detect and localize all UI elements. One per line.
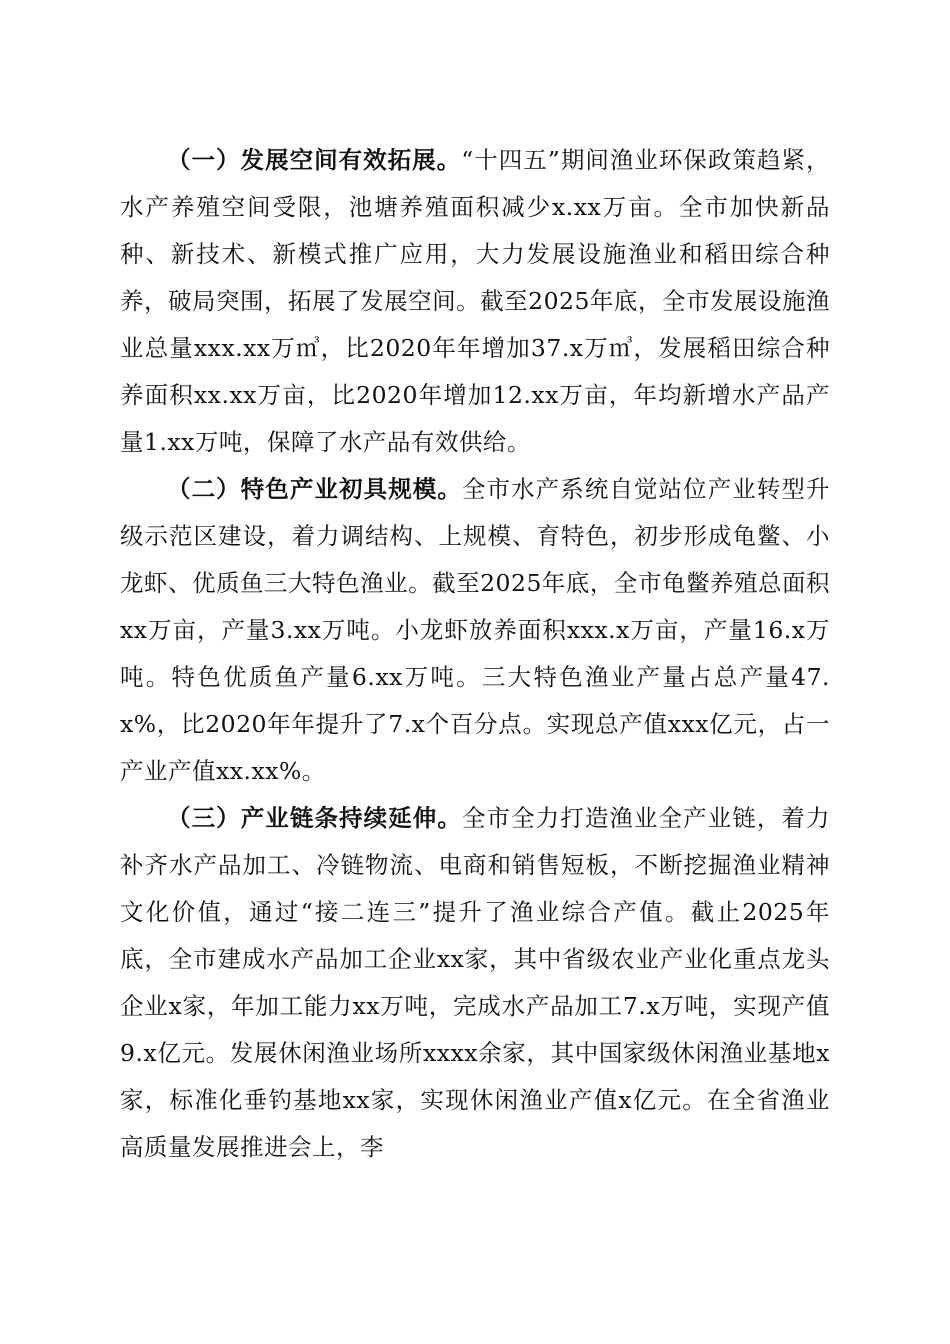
section-heading-1: （一）发展空间有效拓展。 xyxy=(167,146,462,174)
section-heading-2: （二）特色产业初具规模。 xyxy=(167,475,462,503)
paragraph-1 xyxy=(120,137,830,466)
section-text-3: 全市全力打造渔业全产业链，着力补齐水产品加工、冷链物流、电商和销售短板，不断挖掘渔业精神文化价值，通过“接二连三”提升了渔业综合产值。截止2025年底，全市建成水产品加工企业xx家，其中省级农业产业化重点龙头企业x家，年加工能力xx万吨，完成水产品加工7.x万吨，实现产值9.x亿元。发展休闲渔业场所xxxx余家，其中国家级休闲渔业基地x家，标准化垂钓基地xx家，实现休闲渔业产值x亿元。在全省渔业高质量发展推进会上，李 xyxy=(120,804,831,1161)
section-text-1: “十四五”期间渔业环保政策趋紧，水产养殖空间受限，池塘养殖面积减少x.xx万亩。全市加快新品种、新技术、新模式推广应用，大力发展设施渔业和稻田综合种养，破局突围，拓展了发展空间。截至2025年底，全市发展设施渔业总量xxx.xx万㎥，比2020年年增加37.x万㎥，发展稻田综合种养面积xx.xx万亩，比2020年增加12.xx万亩，年均新增水产品产量1.xx万吨，保障了水产品有效供给。 xyxy=(120,146,831,456)
paragraph-3 xyxy=(120,795,830,1171)
document-body xyxy=(120,137,830,1171)
section-heading-3: （三）产业链条持续延伸。 xyxy=(167,804,462,832)
paragraph-2 xyxy=(120,466,830,795)
section-text-2: 全市水产系统自觉站位产业转型升级示范区建设，着力调结构、上规模、育特色，初步形成龟鳖、小龙虾、优质鱼三大特色渔业。截至2025年底，全市龟鳖养殖总面积xx万亩，产量3.xx万吨。小龙虾放养面积xxx.x万亩，产量16.x万吨。特色优质鱼产量6.xx万吨。三大特色渔业产量占总产量47.x%，比2020年年提升了7.x个百分点。实现总产值xxx亿元，占一产业产值xx.xx%。 xyxy=(120,475,831,785)
